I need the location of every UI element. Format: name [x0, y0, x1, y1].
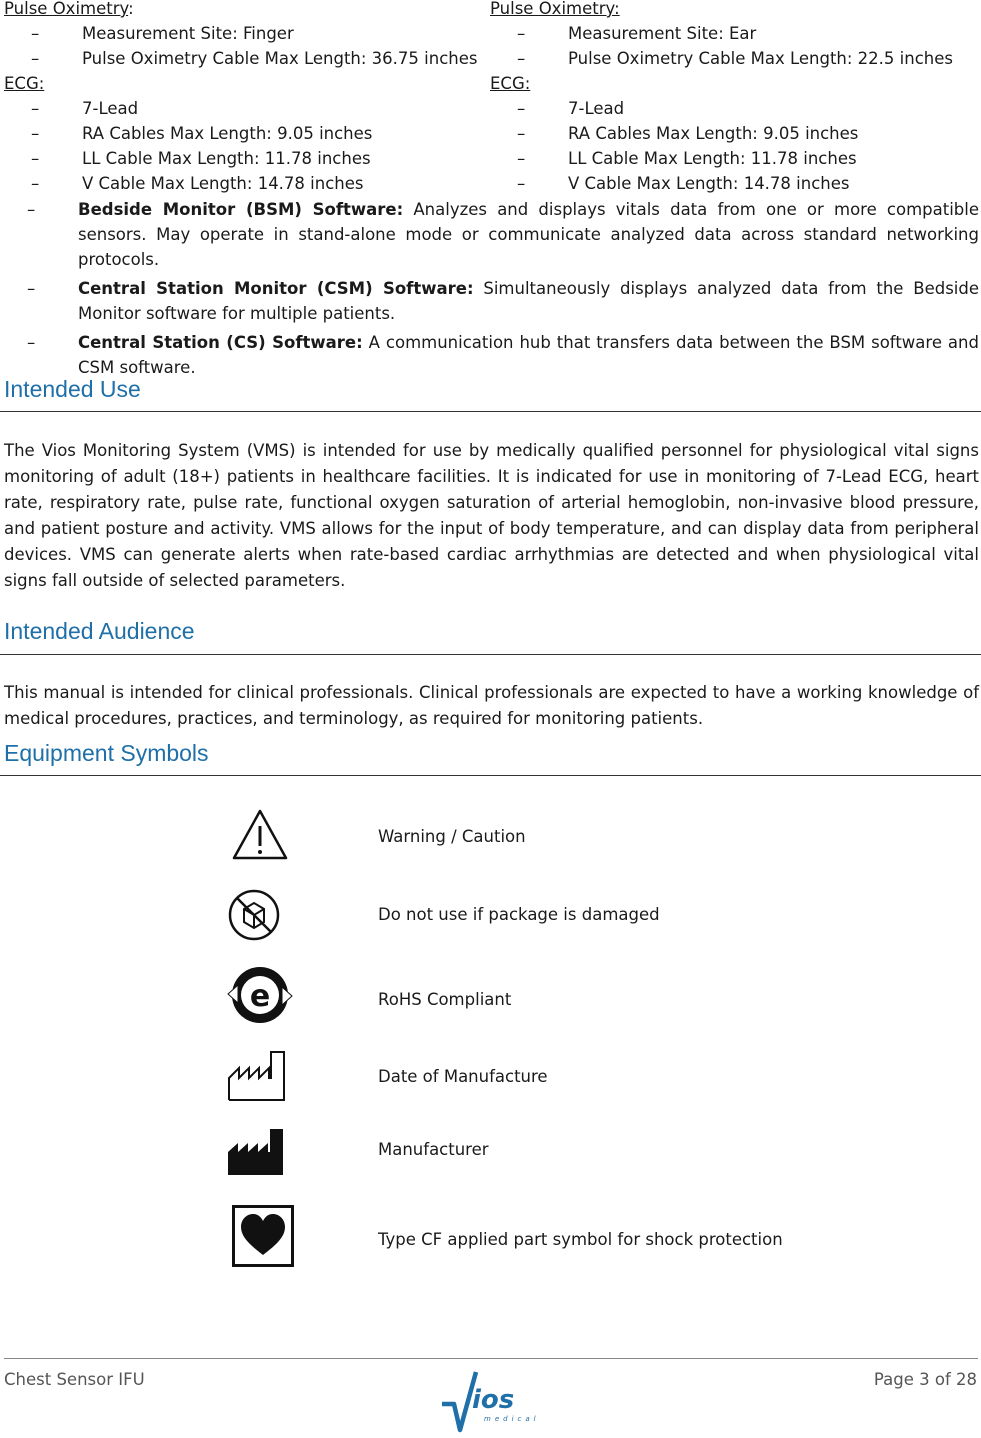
svg-text:e: e: [249, 979, 271, 1014]
list-item: – Measurement Site: Ear: [517, 24, 757, 43]
list-item: – LL Cable Max Length: 11.78 inches: [31, 149, 371, 168]
right-spec-column: [490, 0, 980, 200]
intended-use-text: The Vios Monitoring System (VMS) is intended for use by medically qualified personnel for physiological vital signs monitoring of adult (18+) patients in healthcare facilities. It is indicated for use in monitoring of 7-Lead ECG, heart rate, respiratory rate, pulse rate, functional oxygen saturation of arterial hemoglobin, non-invasive blood pressure, and patient posture and activity. VMS allows for the input of body temperature, and can display data from peripheral devices. VMS can generate alerts when rate-based cardiac arrhythmias are detected and when physiological vital signs fall outside of selected parameters.: [4, 441, 979, 590]
list-item: – V Cable Max Length: 14.78 inches: [517, 174, 850, 193]
damaged-package-icon: [227, 889, 281, 945]
intended-audience-heading: Intended Audience: [4, 618, 195, 644]
symbol-label-manufacturer: Manufacturer: [378, 1140, 489, 1159]
section-divider: [0, 775, 981, 776]
list-item: – Pulse Oximetry Cable Max Length: 22.5 inches: [517, 49, 953, 68]
list-item: – RA Cables Max Length: 9.05 inches: [31, 124, 373, 143]
symbol-label-date-manufacture: Date of Manufacture: [378, 1067, 548, 1086]
logo-subtext: medical: [484, 1415, 540, 1423]
type-cf-icon: [232, 1205, 294, 1271]
footer-divider: [4, 1358, 978, 1359]
warning-icon: [232, 809, 288, 865]
date-of-manufacture-icon: [227, 1050, 287, 1106]
symbol-label-type-cf: Type CF applied part symbol for shock protection: [378, 1230, 783, 1249]
list-item: – LL Cable Max Length: 11.78 inches: [517, 149, 857, 168]
rohs-icon: [227, 965, 293, 1029]
section-divider: [0, 411, 981, 412]
left-spec-column: [4, 0, 478, 200]
right-ecg-heading: ECG:: [490, 74, 531, 93]
symbol-label-damaged: Do not use if package is damaged: [378, 905, 660, 924]
symbol-label-rohs: RoHS Compliant: [378, 990, 512, 1009]
equipment-symbols-heading: Equipment Symbols: [4, 740, 209, 766]
manufacturer-icon: [227, 1128, 285, 1180]
list-item: – Pulse Oximetry Cable Max Length: 36.75 inches: [31, 49, 478, 68]
right-pulse-heading: Pulse Oximetry:: [490, 0, 620, 18]
software-item-cs: – Central Station (CS) Software: A communication hub that transfers data between the BSM software and CSM software.: [27, 333, 979, 377]
footer-document-title: Chest Sensor IFU: [4, 1370, 145, 1389]
logo-wordmark: ios: [472, 1385, 515, 1415]
left-ecg-heading: ECG:: [4, 74, 45, 93]
list-item: – Measurement Site: Finger: [31, 24, 294, 43]
intended-use-heading: Intended Use: [4, 376, 141, 402]
intended-audience-text: This manual is intended for clinical professionals. Clinical professionals are expected to have a working knowledge of medical procedures, practices, and terminology, as required for monitoring patients.: [4, 683, 979, 728]
list-item: – RA Cables Max Length: 9.05 inches: [517, 124, 859, 143]
footer-page-number: Page 3 of 28: [873, 1370, 977, 1389]
list-item: – V Cable Max Length: 14.78 inches: [31, 174, 364, 193]
software-item-csm: – Central Station Monitor (CSM) Software: Simultaneously displays analyzed data from the Bedside Monitor software for multiple patients.: [27, 279, 980, 323]
list-item: – 7-Lead: [31, 99, 139, 118]
list-item: – 7-Lead: [517, 99, 625, 118]
symbol-label-warning: Warning / Caution: [378, 827, 526, 846]
software-item-bsm: – Bedside Monitor (BSM) Software: Analyzes and displays vitals data from one or more compatible sensors. May operate in stand-alone mode or communicate analyzed data across standard networking protocols.: [27, 200, 980, 269]
left-pulse-heading: Pulse Oximetry:: [4, 0, 134, 18]
section-divider: [0, 654, 981, 655]
software-list: [27, 197, 979, 384]
vios-medical-logo: [440, 1368, 540, 1434]
